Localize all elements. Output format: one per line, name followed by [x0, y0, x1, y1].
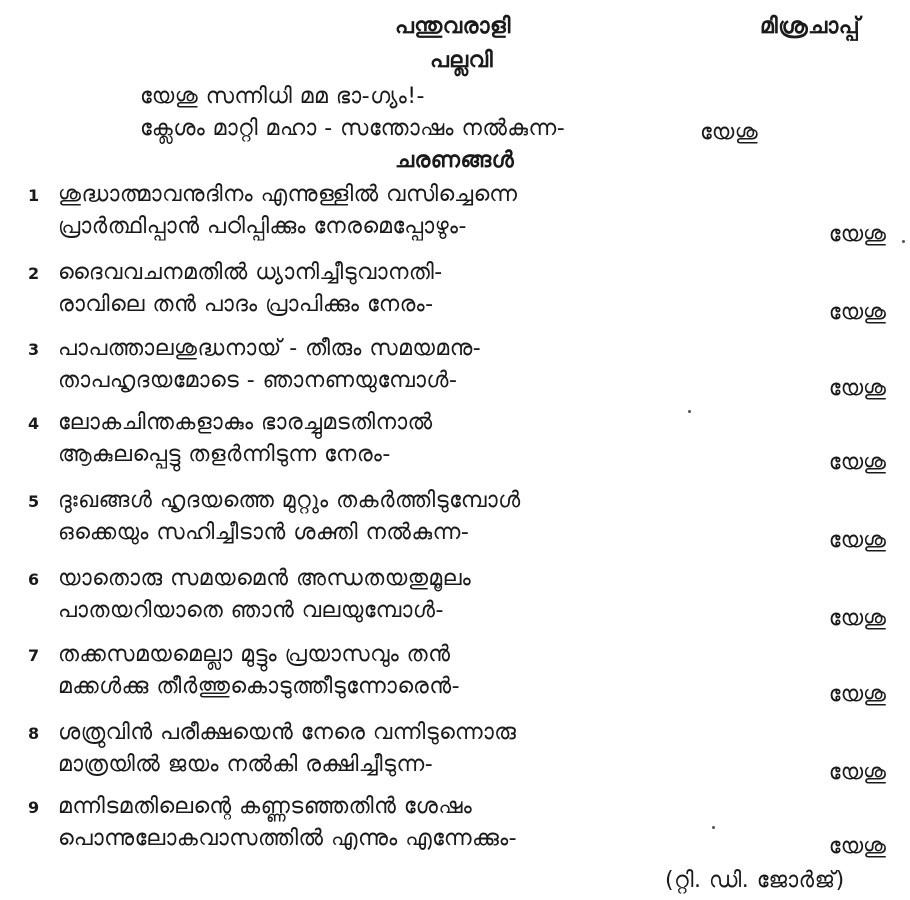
verse-number: 7 [28, 646, 40, 665]
charanam-heading: ചരണങ്ങൾ [395, 148, 515, 173]
verse-line-2: ആകുലപ്പെട്ടു തളർന്നിടുന്ന നേരം- [58, 442, 391, 467]
raga-name: പന്തുവരാളി [395, 14, 511, 39]
verse-refrain: യേശു [828, 376, 886, 401]
verse-refrain: യേശു [828, 834, 886, 859]
verse-line-1: മന്നിടമതിലെന്റെ കണ്ണടഞ്ഞതിൻ ശേഷം [58, 794, 473, 819]
verse-line-2: മാത്രയിൽ ജയം നൽകി രക്ഷിച്ചീടുന്ന- [58, 752, 434, 777]
scan-speck [688, 410, 691, 413]
pallavi-line-2: ക്ലേശം മാറ്റി മഹാ - സന്തോഷം നൽകുന്ന- [140, 116, 566, 141]
verse-line-2: പൊന്നുലോകവാസത്തിൽ എന്നും എന്നേക്കും- [58, 826, 518, 851]
tala-name: മിശ്രചാപ്പ് [760, 14, 861, 39]
verse-line-2: മക്കൾക്കു തീർത്തുകൊടുത്തീടുന്നോരെൻ- [58, 674, 461, 699]
verse-refrain: യേശു [828, 528, 886, 553]
verse-number: 2 [28, 264, 40, 283]
verse-line-1: ദൈവവചനമതിൽ ധ്യാനിച്ചീടുവാനതി- [58, 260, 443, 285]
verse-number: 5 [28, 492, 40, 511]
verse-line-1: ശുദ്ധാത്മാവനുദിനം എന്നുള്ളിൽ വസിച്ചെന്നെ [58, 182, 518, 207]
verse-line-1: യാതൊരു സമയമെൻ അന്ധതയതുമൂലം [58, 566, 472, 591]
verse-number: 3 [28, 340, 40, 359]
scan-speck [902, 240, 905, 243]
verse-number: 1 [28, 186, 40, 205]
pallavi-refrain: യേശു [700, 120, 759, 145]
verse-number: 6 [28, 570, 40, 589]
verse-refrain: യേശു [828, 606, 886, 631]
verse-refrain: യേശു [828, 450, 886, 475]
verse-line-2: പാതയറിയാതെ ഞാൻ വലയുമ്പോൾ- [58, 598, 444, 623]
verse-refrain: യേശു [828, 760, 886, 785]
verse-line-1: തക്കസമയമെല്ലാ മുട്ടും പ്രയാസവും തൻ [58, 642, 451, 667]
verse-number: 8 [28, 724, 40, 743]
verse-number: 9 [28, 798, 40, 817]
pallavi-line-1: യേശു സന്നിധി മമ ഭാ-ഗ്യം!- [140, 84, 425, 109]
verse-line-2: രാവിലെ തൻ പാദം പ്രാപിക്കും നേരം- [58, 292, 434, 317]
verse-line-1: പാപത്താലശുദ്ധനായ് - തീരും സമയമനു- [58, 336, 482, 361]
verse-refrain: യേശു [828, 682, 886, 707]
verse-line-2: താപഹൃദയമോടെ - ഞാനണയുമ്പോൾ- [58, 368, 458, 393]
verse-line-2: ഒക്കെയും സഹിച്ചീടാൻ ശക്തി നൽകുന്ന- [58, 520, 470, 545]
author-credit: (റ്റി. ഡി. ജോർജ്) [665, 868, 845, 893]
verse-number: 4 [28, 414, 40, 433]
verse-line-1: ദുഃഖങ്ങൾ ഹൃദയത്തെ മുറ്റും തകർത്തിടുമ്പോൾ [58, 488, 521, 513]
verse-refrain: യേശു [828, 300, 886, 325]
scan-speck [712, 826, 715, 829]
verse-refrain: യേശു [828, 222, 886, 247]
verse-line-1: ശത്രുവിൻ പരീക്ഷയെൻ നേരെ വന്നിടുന്നൊരു [58, 720, 517, 745]
verse-line-2: പ്രാർത്ഥിപ്പാൻ പഠിപ്പിക്കും നേരമെപ്പോഴും- [58, 214, 467, 239]
verse-line-1: ലോകചിന്തകളാകും ഭാരച്ചുമടതിനാൽ [58, 410, 433, 435]
pallavi-heading: പല്ലവി [430, 48, 494, 73]
